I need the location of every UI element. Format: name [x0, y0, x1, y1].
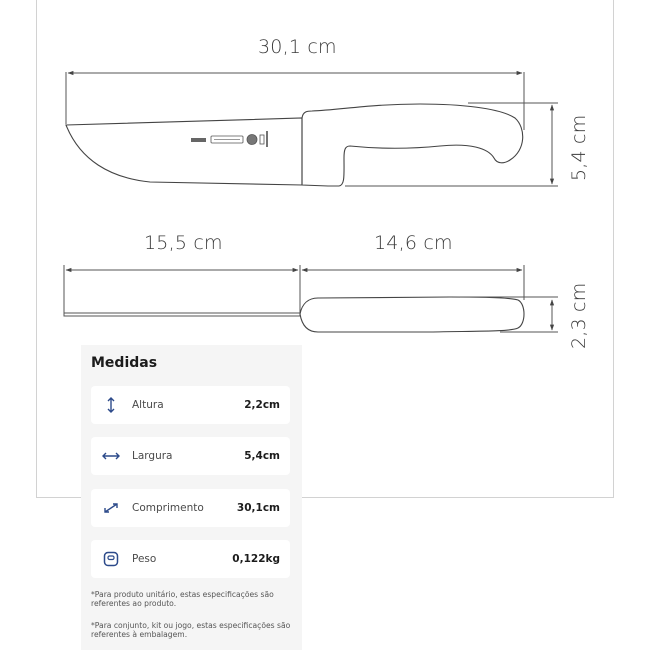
- spec-value: 30,1cm: [236, 502, 280, 514]
- note-kit-packaging: *Para conjunto, kit ou jogo, estas especificações são referentes à embalagem.: [91, 621, 291, 639]
- spec-value: 2,2cm: [244, 399, 280, 411]
- total-length-label: 30,1 cm: [258, 36, 337, 58]
- spec-row-length: [91, 489, 290, 527]
- spec-value: 5,4cm: [244, 450, 280, 462]
- spec-label: Altura: [132, 399, 164, 411]
- spec-row-height: [91, 386, 290, 424]
- measurements-card: [81, 345, 302, 650]
- vertical-arrows-icon: [91, 397, 131, 413]
- scale-icon: [91, 551, 131, 567]
- side-view: [66, 72, 558, 186]
- spec-row-width: [91, 437, 290, 475]
- blade-length-label: 15,5 cm: [144, 232, 223, 254]
- width-label: 5,4 cm: [568, 114, 590, 181]
- spec-value: 0,122kg: [232, 553, 280, 565]
- spec-label: Comprimento: [132, 502, 204, 514]
- card-title: Medidas: [91, 355, 158, 371]
- spec-label: Peso: [132, 553, 157, 565]
- handle-length-label: 14,6 cm: [374, 232, 453, 254]
- diagonal-arrows-icon: [91, 502, 131, 514]
- spec-row-weight: [91, 540, 290, 578]
- spec-label: Largura: [132, 450, 173, 462]
- horizontal-arrows-icon: [91, 451, 131, 461]
- thickness-label: 2,3 cm: [568, 282, 590, 349]
- top-view: [64, 265, 558, 332]
- note-unit-product: *Para produto unitário, estas especificações são referentes ao produto.: [91, 590, 274, 608]
